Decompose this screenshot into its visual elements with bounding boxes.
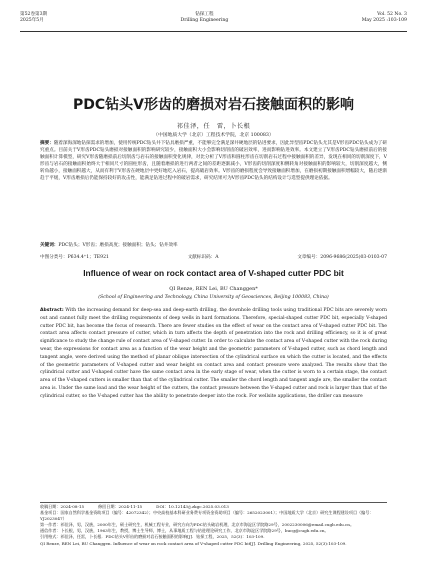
abstract-en <box>40 307 387 401</box>
abstract-text-zh: 随着深海深地钻探需求的增加，使用传统PDC钻头井下钻具磨损严重，不能够完全满足深井硬地层的钻进要求，因此异型齿PDC钻头尤其是V形齿PDC钻头成为了研究重点。目前关于V形齿PDC钻头磨损对接触面积的影响研究较少，接触面积大小会影响切削齿的破岩效率，进而影响钻进效率。本文建立了V形齿PDC钻头磨损前后的接触面积计算模型，研究V形齿随磨损前后切削齿与岩石的接触面积变化规律，对比分析了V形齿和圆柱形齿在切削岩石过程中接触面积的差异，发现在相同的切削深度下，V形齿与岩石的接触面积始终大于相同尺寸的圆柱形齿，且随着磨损的进行两者之间的差距逐渐减小，V形齿的切削深度和侧转角对接触面积的影响较大，切削深度越大，侧转角越小，接触面积越大，从而有利于V形齿在硬地层中更好地吃入岩石，提高破岩效率。V形齿的磨损程度会导致接触面积增加，在磨损初期接触面积增幅较大，随后逐渐趋于平缓，V形齿磨损后仍能保持较好的攻击性，能满足钻进过程中的破岩需求，研究结果可为V形齿PDC钻头的结构设计与选型提供理论依据。 <box>40 141 387 181</box>
abstract-label-zh: 摘要： <box>40 141 54 146</box>
classification-row <box>40 254 387 260</box>
abstract-zh <box>40 141 387 182</box>
header-right <box>362 12 407 32</box>
abstract-text-en: With the increasing demand for deep-sea and deep-earth drilling, the downhole drilling tools using traditional PDC bits are severely worn out and cannot fully meet the drilling requirements of deep wells in hard formations. Therefore, special-shaped cutter PDC bit, especially V-shaped cutter PDC bit, has become the focus of research. There are fewer studies on the effect of wear on the contact area of V-shaped cutter PDC bit. The contact area affects contact pressure of cutter, which in turn affects the depth of penetration into the rock and drilling efficiency, so it is of great significance to study the change rule of contact area of V-shaped cutter. In order to calculate the contact area of V-shaped cutter with the rock during wear, the expressions for contact area as a function of the wear height and the geometric parameters of V-shaped cutter, such as chord length and tangent angle, were derived using the method of planar oblique intersection of the cylindrical surface on which the cutter is located, and the effects of the geometric parameters of V-shaped cutter and wear height on contact area and contact pressure were analyzed. The results show that the cylindrical cutter and V-shaped cutter have the same contact area in the early stage of wear, when the cutter is worn to a certain stage, the contact area of the V-shaped cutters is smaller than that of the cylindrical cutter. The smaller the chord length and tangent angle are, the smaller the contact area is. Under the same load and the wear height of the cutters, the contact pressure between the V-shaped cutter and rock is larger than that of the cylindrical cutter, so the V-shaped cutter has the ability to penetrate deeper into the rock. For wellsite applications, the driller can measure <box>40 308 387 399</box>
running-header <box>20 12 407 32</box>
affiliation-zh: （中国地质大学（北京）工程技术学院，北京 100083） <box>153 133 274 138</box>
header-left <box>20 12 47 32</box>
header-rule <box>20 31 407 32</box>
journal-name-en: Drilling Engineering <box>180 18 229 24</box>
abstract-label-en: Abstract: <box>40 308 64 313</box>
date-pages-en: May 2025 :103-109 <box>361 18 407 24</box>
clc-number: 中图分类号：P634.4⁺1；TE921 <box>40 255 109 260</box>
affiliation-en: (School of Engineering and Technology, China University of Geosciences, Beijing 100083, China) <box>98 295 329 300</box>
article-number: 文章编号：2096-9686(2025)03-0103-07 <box>297 255 387 260</box>
volume-issue-en: Vol. 52 No. 3 <box>377 12 407 17</box>
article-title-en: Influence of wear on rock contact area of V-shaped cutter PDC bit <box>83 268 344 278</box>
volume-issue-zh: 第52卷第3期 <box>20 12 48 17</box>
revised-date: 修回日期：2024-11-15 <box>98 504 143 509</box>
doi: DOI：10.12143/j.zkgc.2025.03.013 <box>156 504 229 509</box>
journal-name-zh: 钻探工程 <box>195 12 214 17</box>
month-zh: 2025年5月 <box>20 18 44 24</box>
citation-zh: 引用格式：祁佳泽，任雷，卜长根．PDC钻头V形齿的磨损对岩石接触面积的影响[J]．钻探工程，2025，52(3)：103-109． <box>40 534 268 540</box>
footnote-rule <box>40 502 387 503</box>
keywords-zh <box>40 243 387 250</box>
document-code: 文献标识码：A <box>187 255 219 260</box>
authors-zh: 祁佳泽，任 雷，卜长根 <box>176 123 251 130</box>
received-date: 收稿日期：2024-08-15 <box>40 504 85 509</box>
first-author-note: 第一作者：祁佳泽，男，汉族，2000年生，硕士研究生，机械工程专业，研究方向为PDC钻头破岩机理，北京市海淀区学院路29号，2002230006@email.cugb.edu.cn。 <box>40 522 355 528</box>
keywords-label-zh: 关键词： <box>40 243 59 248</box>
funding-note: 基金项目：国家自然科学基金资助项目（编号：42072342）；中央高校基本科研业务费专项资金资助项目（编号：2652023001）；中国地质大学（北京）研究生课程建设项目（编号：YJ2023047） <box>40 510 374 522</box>
citation-en: QI Renze, REN Lei, BU Changgen. Influence of wear on rock contact area of V-shaped cutter PDC bit[J]. Drilling Engineering, 2025, 52(3):103-109. <box>40 540 347 546</box>
keywords-text-zh: PDC钻头；V形齿；磨损高度；接触面积；钻头；钻井效率 <box>58 243 178 248</box>
header-center <box>181 12 229 32</box>
corresponding-author-note: 通信作者：卜长根，男，汉族，1963年生，教授，博士生导师，博士，从事地质工程与钻进理论研究工作，北京市海淀区学院路29号，bucg@cugb.edu.cn。 <box>40 528 329 534</box>
authors-en: QI Renze, REN Lei, BU Changgen* <box>169 286 258 292</box>
footnotes <box>40 504 387 547</box>
article-title-zh: PDC钻头V形齿的磨损对岩石接触面积的影响 <box>73 97 354 113</box>
